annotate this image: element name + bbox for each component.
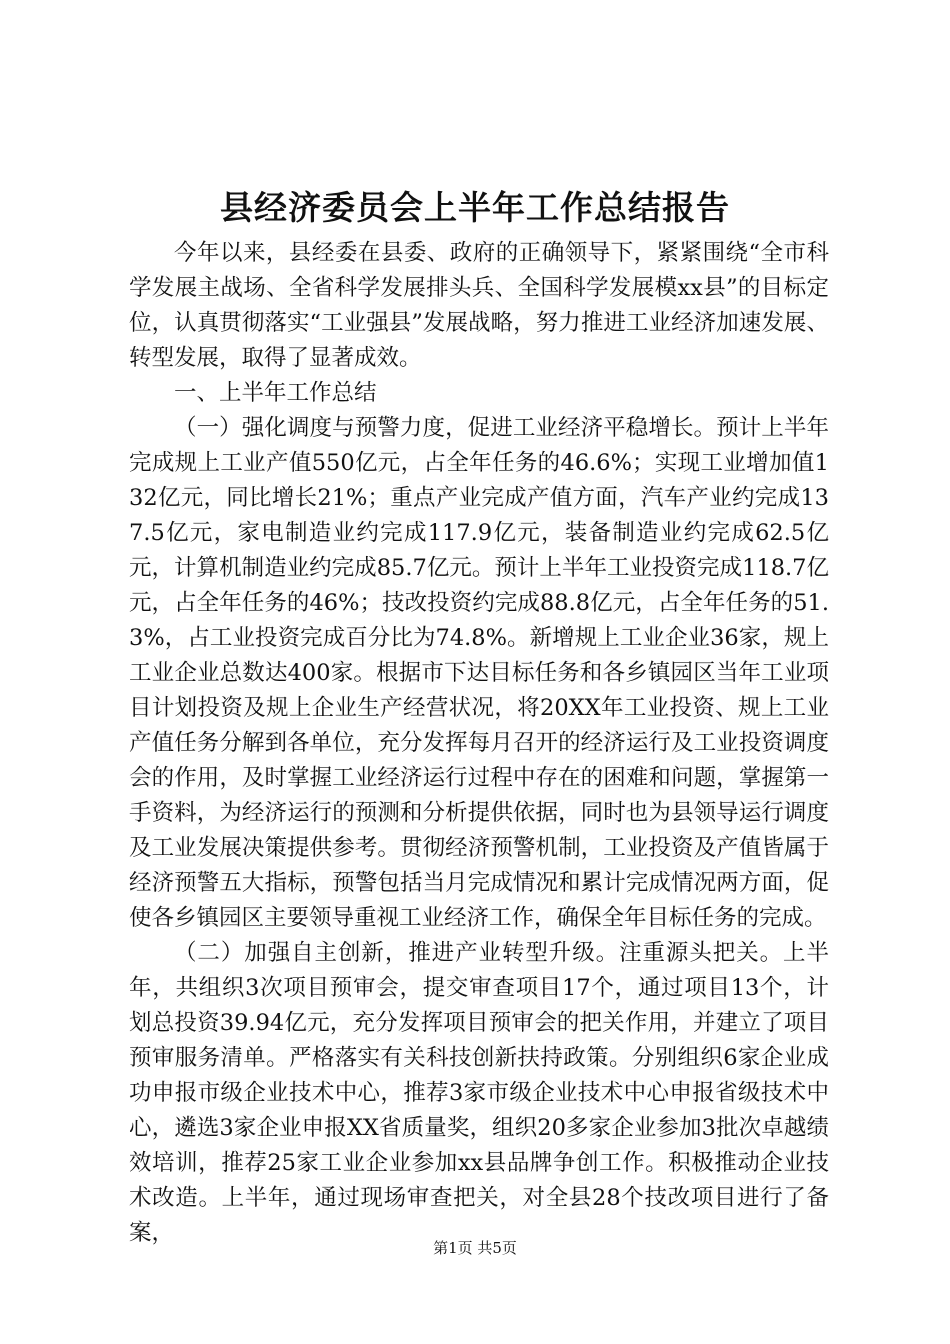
paragraph-item-1: （一）强化调度与预警力度，促进工业经济平稳增长。预计上半年完成规上工业产值550亿元，占全年任务的46.6%；实现工业增加值132亿元，同比增长21%；重点产业完成产值方面，汽车产业约完成137.5亿元，家电制造业约完成117.9亿元，装备制造业约完成62.5亿元，计算机制造业约完成85.7亿元。预计上半年工业投资完成118.7亿元，占全年任务的46%；技改投资约完成88.8亿元，占全年任务的51.3%，占工业投资完成百分比为74.8%。新增规上工业企业36家，规上工业企业总数达400家。根据市下达目标任务和各乡镇园区当年工业项目计划投资及规上企业生产经营状况，将20XX年工业投资、规上工业产值任务分解到各单位，充分发挥每月召开的经济运行及工业投资调度会的作用，及时掌握工业经济运行过程中存在的困难和问题，掌握第一手资料，为经济运行的预测和分析提供依据，同时也为县领导运行调度及工业发展决策提供参考。贯彻经济预警机制，工业投资及产值皆属于经济预警五大指标，预警包括当月完成情况和累计完成情况两方面，促使各乡镇园区主要领导重视工业经济工作，确保全年目标任务的完成。 <box>129 415 829 931</box>
page-footer: 第1页 共5页 <box>433 1239 517 1257</box>
document-body <box>129 236 829 1251</box>
document-title: 县经济委员会上半年工作总结报告 <box>220 188 730 227</box>
section-heading: 一、上半年工作总结 <box>174 380 377 406</box>
intro-paragraph: 今年以来，县经委在县委、政府的正确领导下，紧紧围绕“全市科学发展主战场、全省科学发展排头兵、全国科学发展模xx县”的目标定位，认真贯彻落实“工业强县”发展战略，努力推进工业经济加速发展、转型发展，取得了显著成效。 <box>129 240 829 371</box>
paragraph-item-2: （二）加强自主创新，推进产业转型升级。注重源头把关。上半年，共组织3次项目预审会，提交审查项目17个，通过项目13个，计划总投资39.94亿元，充分发挥项目预审会的把关作用，并建立了项目预审服务清单。严格落实有关科技创新扶持政策。分别组织6家企业成功申报市级企业技术中心，推荐3家市级企业技术中心申报省级技术中心，遴选3家企业申报XX省质量奖，组织20多家企业参加3批次卓越绩效培训，推荐25家工业企业参加xx县品牌争创工作。积极推动企业技术改造。上半年，通过现场审查把关，对全县28个技改项目进行了备案， <box>129 940 829 1246</box>
